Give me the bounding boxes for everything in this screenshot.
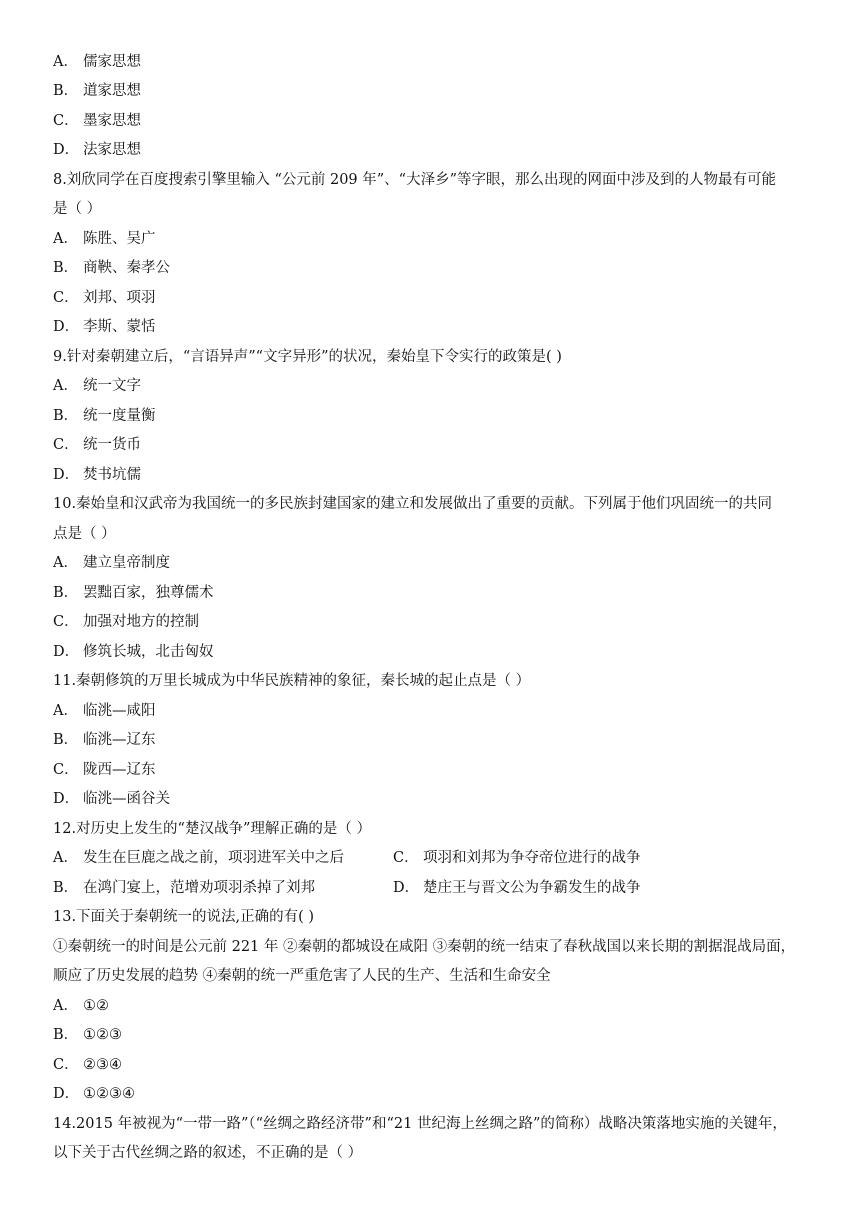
option-d [53, 642, 813, 662]
option-text: 李斯、蒙恬 [83, 319, 156, 335]
option-letter: B． [53, 408, 79, 424]
option-letter: D． [53, 791, 80, 807]
option-text: 发生在巨鹿之战之前，项羽进军关中之后 [83, 850, 344, 866]
question-9-text: 9.针对秦朝建立后，“言语异声”“文字异形”的状况，秦始皇下令实行的政策是( ) [53, 349, 562, 365]
option-d [53, 465, 813, 485]
option-a [53, 229, 813, 249]
option-a [53, 701, 813, 721]
option-d [393, 878, 641, 898]
option-d [53, 1084, 813, 1104]
option-letter: A． [53, 555, 78, 571]
option-text: 临洮—函谷关 [83, 791, 170, 807]
option-text: 临洮—辽东 [83, 732, 156, 748]
option-a [53, 376, 813, 396]
question-8-text: 8.刘欣同学在百度搜索引擎里输入 “公元前 209 年”、“大泽乡”等字眼，那么出现的网面中涉及到的人物最有可能 [53, 172, 776, 188]
option-b [53, 258, 813, 278]
question-10-text: 10.秦始皇和汉武帝为我国统一的多民族封建国家的建立和发展做出了重要的贡献。下列属于他们巩固统一的共同 [53, 496, 773, 512]
option-c [53, 288, 813, 308]
option-text: 加强对地方的控制 [83, 614, 199, 630]
option-letter: A． [53, 703, 78, 719]
option-text: 统一度量衡 [83, 408, 156, 424]
option-text: ②③④ [83, 1057, 122, 1073]
question-13-statements: ①秦朝统一的时间是公元前 221 年 ②秦朝的都城设在咸阳 ③秦朝的统一结束了春秋战国以来长期的割据混战局面， [53, 939, 796, 955]
option-text: 刘邦、项羽 [83, 290, 156, 306]
option-letter: D． [53, 142, 80, 158]
option-b [53, 878, 393, 898]
option-letter: A． [53, 850, 78, 866]
question-14-text-cont: 以下关于古代丝绸之路的叙述，不正确的是（ ） [53, 1145, 363, 1161]
option-letter: C． [393, 850, 419, 866]
option-text: 墨家思想 [83, 113, 141, 129]
option-text: 法家思想 [83, 142, 141, 158]
option-letter: B． [53, 260, 79, 276]
question-13-text: 13.下面关于秦朝统一的说法,正确的有( ) [53, 909, 315, 925]
option-row [53, 848, 813, 868]
option-text: 商鞅、秦孝公 [83, 260, 170, 276]
option-c [53, 111, 813, 131]
option-letter: C． [53, 614, 79, 630]
option-letter: D． [53, 319, 80, 335]
option-letter: C． [53, 437, 79, 453]
option-letter: C． [53, 762, 79, 778]
option-letter: B． [53, 1027, 79, 1043]
option-text: 道家思想 [83, 83, 141, 99]
option-b [53, 81, 813, 101]
option-letter: A． [53, 54, 78, 70]
question-14-text: 14.2015 年被视为“一带一路”（“丝绸之路经济带”和“21 世纪海上丝绸之路”的简称）战略决策落地实施的关键年， [53, 1116, 787, 1132]
option-text: ①② [83, 998, 109, 1014]
option-text: 罢黜百家，独尊儒术 [83, 585, 214, 601]
question-11-text: 11.秦朝修筑的万里长城成为中华民族精神的象征，秦长城的起止点是（ ） [53, 673, 531, 689]
option-letter: D． [393, 880, 420, 896]
option-b [53, 406, 813, 426]
option-letter: A． [53, 378, 78, 394]
option-text: 临洮—咸阳 [83, 703, 156, 719]
option-letter: D． [53, 1086, 80, 1102]
option-letter: D． [53, 644, 80, 660]
option-letter: A． [53, 231, 78, 247]
option-text: 统一文字 [83, 378, 141, 394]
option-a [53, 553, 813, 573]
option-letter: B． [53, 880, 79, 896]
option-a [53, 848, 393, 868]
option-d [53, 140, 813, 160]
option-letter: B． [53, 83, 79, 99]
option-c [393, 848, 641, 868]
option-c [53, 435, 813, 455]
option-d [53, 789, 813, 809]
option-text: 统一货币 [83, 437, 141, 453]
option-letter: B． [53, 585, 79, 601]
question-13-statements-cont: 顺应了历史发展的趋势 ④秦朝的统一严重危害了人民的生产、生活和生命安全 [53, 968, 551, 984]
option-a [53, 996, 813, 1016]
option-row [53, 878, 813, 898]
option-c [53, 760, 813, 780]
option-text: ①②③④ [83, 1086, 135, 1102]
option-c [53, 612, 813, 632]
option-d [53, 317, 813, 337]
question-10-text-cont: 点是（ ） [53, 526, 116, 542]
option-letter: B． [53, 732, 79, 748]
option-text: 楚庄王与晋文公为争霸发生的战争 [423, 880, 641, 896]
option-b [53, 730, 813, 750]
option-letter: A． [53, 998, 78, 1014]
option-letter: C． [53, 290, 79, 306]
option-letter: D． [53, 467, 80, 483]
option-text: 在鸿门宴上，范增劝项羽杀掉了刘邦 [83, 880, 315, 896]
question-8-text-cont: 是（ ） [53, 201, 102, 217]
option-text: 陈胜、吴广 [83, 231, 156, 247]
option-b [53, 583, 813, 603]
option-letter: C． [53, 113, 79, 129]
option-text: 焚书坑儒 [83, 467, 141, 483]
option-text: 建立皇帝制度 [83, 555, 170, 571]
option-c [53, 1055, 813, 1075]
option-a [53, 52, 813, 72]
option-text: 项羽和刘邦为争夺帝位进行的战争 [423, 850, 641, 866]
option-text: ①②③ [83, 1027, 122, 1043]
option-letter: C． [53, 1057, 79, 1073]
question-12-text: 12.对历史上发生的“楚汉战争”理解正确的是（ ） [53, 821, 371, 837]
option-text: 陇西—辽东 [83, 762, 156, 778]
option-text: 修筑长城，北击匈奴 [83, 644, 214, 660]
option-text: 儒家思想 [83, 54, 141, 70]
option-b [53, 1025, 813, 1045]
